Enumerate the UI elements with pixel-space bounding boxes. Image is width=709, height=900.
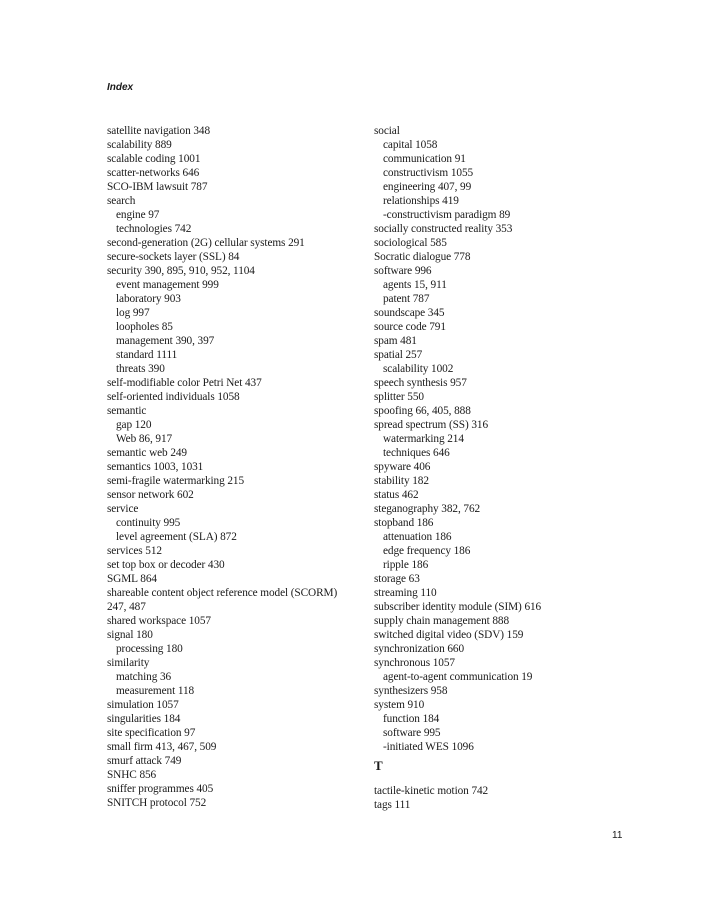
index-subentry: relationships 419: [383, 195, 459, 207]
index-subentry: processing 180: [116, 643, 183, 655]
index-entry: secure-sockets layer (SSL) 84: [107, 251, 240, 263]
index-subentry: capital 1058: [383, 139, 438, 151]
section-letter: T: [374, 758, 383, 773]
index-subentry: continuity 995: [116, 517, 181, 529]
index-entry: self-modifiable color Petri Net 437: [107, 377, 262, 389]
index-subentry: patent 787: [383, 293, 430, 305]
index-subentry: matching 36: [116, 671, 172, 683]
index-entry: search: [107, 195, 136, 207]
page-number: 11: [612, 830, 623, 841]
index-subentry: engine 97: [116, 209, 160, 221]
index-subentry: threats 390: [116, 363, 165, 375]
index-entry: synthesizers 958: [374, 685, 448, 697]
index-subentry: event management 999: [116, 279, 219, 291]
index-subentry: ripple 186: [383, 559, 429, 571]
index-entry: semantic: [107, 405, 147, 417]
index-subentry: agent-to-agent communication 19: [383, 671, 533, 683]
index-entry: simulation 1057: [107, 699, 179, 711]
index-subentry: management 390, 397: [116, 335, 215, 347]
index-entry: synchronous 1057: [374, 657, 455, 669]
index-entry: spoofing 66, 405, 888: [374, 405, 471, 417]
index-entry: sensor network 602: [107, 489, 194, 501]
index-entry: SCO-IBM lawsuit 787: [107, 181, 208, 193]
index-entry: scalable coding 1001: [107, 153, 201, 165]
index-subentry: log 997: [116, 307, 150, 319]
index-entry: self-oriented individuals 1058: [107, 391, 240, 403]
index-entry: splitter 550: [374, 391, 424, 403]
index-entry: spam 481: [374, 335, 417, 347]
index-subentry: scalability 1002: [383, 363, 454, 375]
index-entry: source code 791: [374, 321, 446, 333]
index-entry: SNHC 856: [107, 769, 157, 781]
index-entry: semi-fragile watermarking 215: [107, 475, 245, 487]
index-entry: spyware 406: [374, 461, 431, 473]
index-entry: status 462: [374, 489, 419, 501]
index-subentry: -initiated WES 1096: [383, 741, 474, 753]
index-entry: sniffer programmes 405: [107, 783, 214, 795]
index-entry: SNITCH protocol 752: [107, 797, 207, 809]
index-column-right: [374, 124, 644, 812]
index-entry: smurf attack 749: [107, 755, 182, 767]
index-subentry: software 995: [383, 727, 441, 739]
index-subentry: measurement 118: [116, 685, 195, 697]
index-entry: set top box or decoder 430: [107, 559, 225, 571]
index-entry: shareable content object reference model (SCORM): [107, 587, 338, 599]
index-subentry: loopholes 85: [116, 321, 173, 333]
index-entry: system 910: [374, 699, 425, 711]
index-entry: speech synthesis 957: [374, 377, 467, 389]
index-subentry: Web 86, 917: [116, 433, 173, 445]
index-entry: 247, 487: [107, 601, 146, 613]
index-entry: services 512: [107, 545, 162, 557]
index-subentry: technologies 742: [116, 223, 192, 235]
index-entry: stopband 186: [374, 517, 434, 529]
index-entry: soundscape 345: [374, 307, 445, 319]
index-entry: stability 182: [374, 475, 429, 487]
index-entry: scalability 889: [107, 139, 172, 151]
index-entry: satellite navigation 348: [107, 125, 211, 137]
index-entry: switched digital video (SDV) 159: [374, 629, 524, 641]
index-entry: Socratic dialogue 778: [374, 251, 471, 263]
index-entry: spread spectrum (SS) 316: [374, 419, 489, 431]
index-entry: steganography 382, 762: [374, 503, 481, 515]
index-entry: synchronization 660: [374, 643, 465, 655]
index-entry: spatial 257: [374, 349, 423, 361]
index-subentry: standard 1111: [116, 349, 178, 361]
index-entry: streaming 110: [374, 587, 437, 599]
index-entry: sociological 585: [374, 237, 447, 249]
index-entry: supply chain management 888: [374, 615, 510, 627]
index-subentry: communication 91: [383, 153, 466, 165]
index-subentry: engineering 407, 99: [383, 181, 472, 193]
index-entry: singularities 184: [107, 713, 181, 725]
index-entry: tactile-kinetic motion 742: [374, 785, 489, 797]
index-subentry: laboratory 903: [116, 293, 181, 305]
index-subentry: -constructivism paradigm 89: [383, 209, 511, 221]
index-subentry: level agreement (SLA) 872: [116, 531, 237, 543]
index-entry: service: [107, 503, 139, 515]
index-entry: subscriber identity module (SIM) 616: [374, 601, 542, 613]
index-subentry: edge frequency 186: [383, 545, 471, 557]
index-entry: SGML 864: [107, 573, 157, 585]
index-entry: social: [374, 125, 400, 137]
index-entry: tags 111: [374, 799, 411, 811]
index-entry: similarity: [107, 657, 150, 669]
index-subentry: techniques 646: [383, 447, 450, 459]
running-header: Index: [107, 82, 134, 93]
index-entry: small firm 413, 467, 509: [107, 741, 217, 753]
index-entry: site specification 97: [107, 727, 196, 739]
index-entry: socially constructed reality 353: [374, 223, 513, 235]
index-entry: scatter-networks 646: [107, 167, 200, 179]
index-entry: semantics 1003, 1031: [107, 461, 204, 473]
index-entry: second-generation (2G) cellular systems 291: [107, 237, 305, 249]
index-entry: semantic web 249: [107, 447, 187, 459]
index-subentry: attenuation 186: [383, 531, 452, 543]
index-subentry: gap 120: [116, 419, 152, 431]
index-subentry: watermarking 214: [383, 433, 464, 445]
index-entry: shared workspace 1057: [107, 615, 211, 627]
index-subentry: agents 15, 911: [383, 279, 447, 291]
index-entry: security 390, 895, 910, 952, 1104: [107, 265, 255, 277]
index-column-left: [107, 124, 377, 810]
index-subentry: function 184: [383, 713, 440, 725]
index-entry: signal 180: [107, 629, 153, 641]
index-subentry: constructivism 1055: [383, 167, 474, 179]
index-entry: storage 63: [374, 573, 420, 585]
index-entry: software 996: [374, 265, 432, 277]
